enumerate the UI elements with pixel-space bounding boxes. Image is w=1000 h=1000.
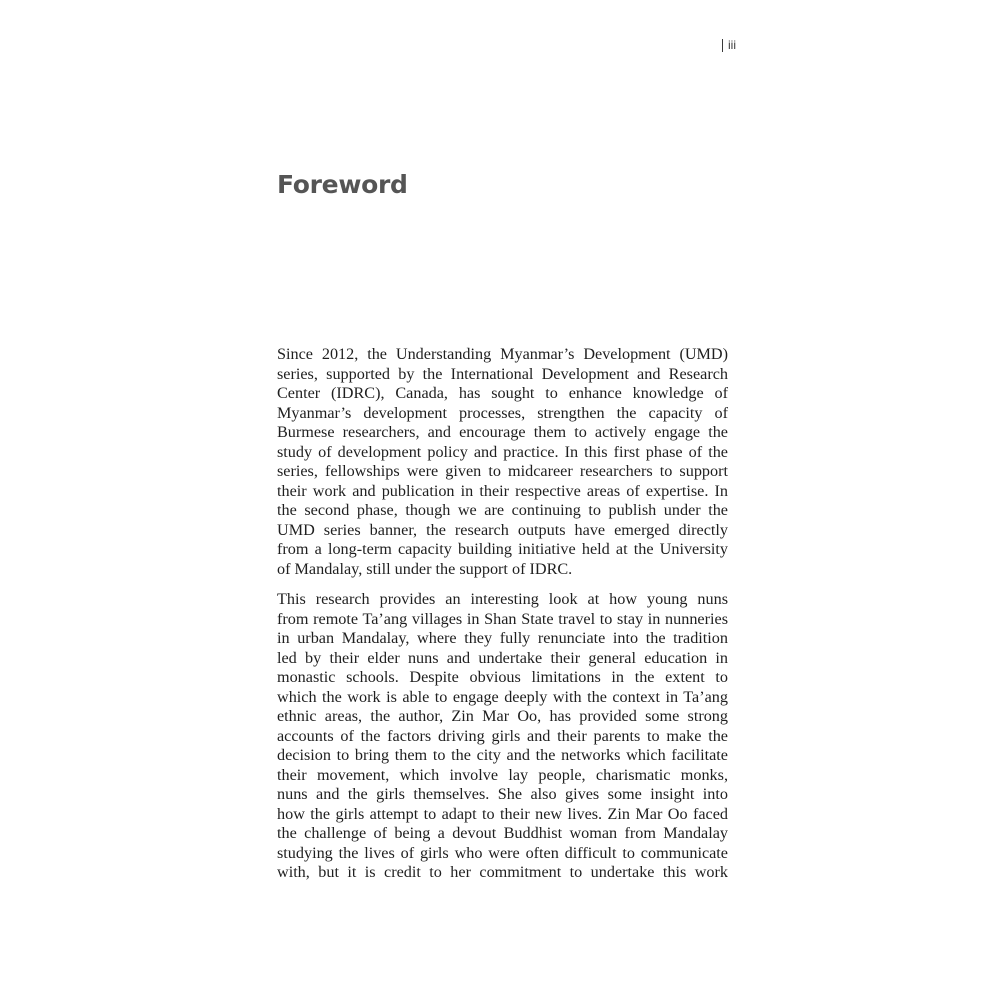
text-line: their work and publication in their respective areas of expertise. In xyxy=(277,481,728,500)
page-number-text: iii xyxy=(728,38,736,52)
page-number xyxy=(722,38,736,52)
text-line: study of development policy and practice. In this first phase of the xyxy=(277,442,728,461)
text-line: This research provides an interesting look at how young nuns xyxy=(277,590,728,608)
text-line: series, supported by the International Development and Research xyxy=(277,364,728,383)
text-line: the challenge of being a devout Buddhist woman from Mandalay xyxy=(277,824,728,842)
text-line: UMD series banner, the research outputs have emerged directly xyxy=(277,520,728,539)
text-line: which the work is able to engage deeply with the context in Ta’ang xyxy=(277,687,728,706)
text-line: Burmese researchers, and encourage them to actively engage the xyxy=(277,423,728,441)
text-line: series, fellowships were given to midcareer researchers to support xyxy=(277,462,728,480)
text-line: of Mandalay, still under the support of IDRC. xyxy=(277,559,573,578)
text-line: their movement, which involve lay people, charismatic monks, xyxy=(277,765,728,784)
paragraph-1 xyxy=(277,345,728,579)
text-line: how the girls attempt to adapt to their new lives. Zin Mar Oo faced xyxy=(277,804,728,823)
text-line: led by their elder nuns and undertake their general education in xyxy=(277,648,728,667)
text-line: accounts of the factors driving girls and their parents to make the xyxy=(277,726,728,745)
chapter-title: Foreword xyxy=(277,170,408,199)
text-line: nuns and the girls themselves. She also gives some insight into xyxy=(277,785,728,803)
folio-divider xyxy=(722,39,723,52)
text-line: studying the lives of girls who were often difficult to communicate xyxy=(277,843,728,862)
text-line: with, but it is credit to her commitment to undertake this work xyxy=(277,863,728,881)
text-line: monastic schools. Despite obvious limitations in the extent to xyxy=(277,668,728,686)
text-line: in urban Mandalay, where they fully renunciate into the tradition xyxy=(277,629,728,647)
text-line: Myanmar’s development processes, strengthen the capacity of xyxy=(277,403,728,422)
paragraph-2 xyxy=(277,590,728,883)
text-line: the second phase, though we are continuing to publish under the xyxy=(277,501,728,519)
text-line: Since 2012, the Understanding Myanmar’s Development (UMD) xyxy=(277,345,728,363)
body-text xyxy=(277,345,728,894)
text-line: Center (IDRC), Canada, has sought to enhance knowledge of xyxy=(277,384,728,402)
text-line: decision to bring them to the city and the networks which facilitate xyxy=(277,746,728,764)
text-line: ethnic areas, the author, Zin Mar Oo, has provided some strong xyxy=(277,707,728,725)
text-line: from remote Ta’ang villages in Shan State travel to stay in nunneries xyxy=(277,609,728,628)
text-line: from a long-term capacity building initiative held at the University xyxy=(277,540,728,558)
